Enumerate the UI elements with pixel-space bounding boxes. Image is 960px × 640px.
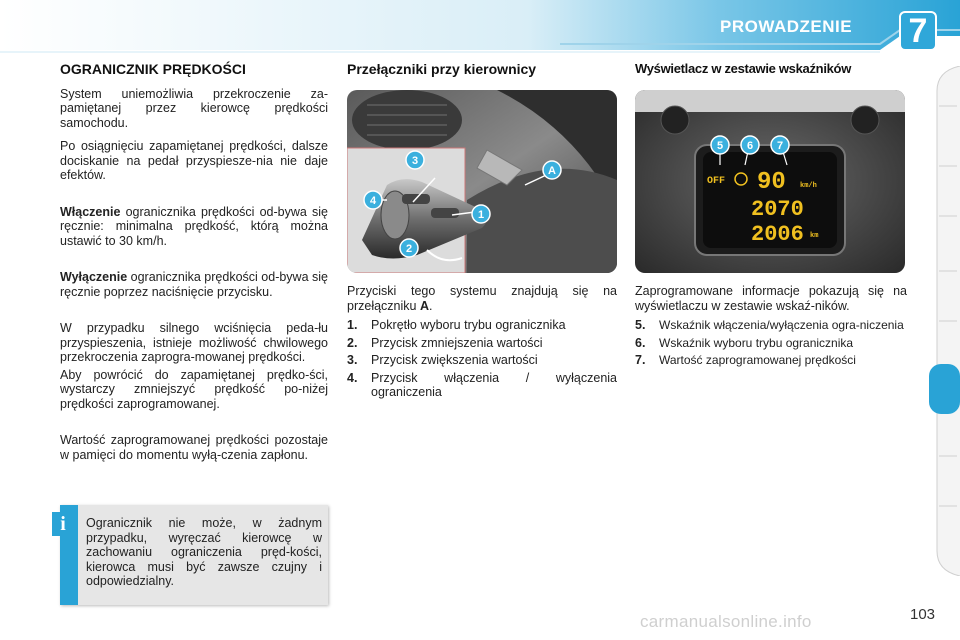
side-tabs-graphic	[927, 66, 960, 576]
display-intro: Zaprogramowane informacje pokazują się na wyświetlaczu w zestawie wskaź-ników.	[635, 284, 907, 313]
list-item-text: Wartość zaprogramowanej prędkości	[659, 353, 856, 367]
display-list	[635, 318, 907, 368]
list-item	[347, 371, 617, 400]
callout-a: A	[548, 165, 556, 177]
switches-intro-ref: A	[419, 298, 429, 313]
paragraph-1: System uniemożliwia przekroczenie za-pamiętanej przez kierowcę prędkości samochodu.	[60, 86, 328, 130]
side-tab-active	[929, 364, 960, 414]
chapter-number: 7	[908, 12, 928, 50]
list-item	[347, 336, 617, 351]
list-item	[635, 336, 907, 351]
page-header	[0, 0, 960, 60]
list-item-number: 4.	[347, 370, 358, 385]
list-item-number: 1.	[347, 318, 358, 332]
switches-intro-text: Przyciski tego systemu znajdują się na przełączniku	[347, 284, 617, 313]
list-item	[347, 318, 617, 333]
info-text: Ogranicznik nie może, w żadnym przypadku, wyręczać kierowcę w zachowaniu ograniczenia pręd-kości, kierowca musi być zawsze czujny i odpowiedzialny.	[86, 516, 322, 588]
page-number: 103	[910, 606, 936, 623]
deactivation-text: ogranicznika prędkości od-bywa się ręcznie poprzez naciśnięcie przycisku.	[60, 270, 328, 299]
list-item-number: 3.	[347, 353, 358, 367]
paragraph-5: W przypadku silnego wciśnięcia peda-łu przyspieszenia, istnieje możliwość chwilowego przekroczenia zaprogra-mowanej prędkości.	[60, 321, 328, 364]
list-item	[635, 353, 907, 368]
paragraph-deactivation	[60, 270, 328, 299]
callout-5: 5	[716, 140, 724, 152]
activation-label: Włączenie	[60, 204, 121, 219]
activation-text: ogranicznika prędkości od-bywa się ręcznie: minimalna prędkość, którą można ustawić to 30 km/h.	[60, 204, 328, 248]
list-item	[347, 353, 617, 368]
callout-2: 2	[405, 243, 413, 255]
watermark: carmanualsonline.info	[640, 612, 812, 631]
display-off: OFF	[707, 176, 726, 187]
column-display	[635, 62, 907, 77]
page-title: PROWADZENIE	[720, 17, 853, 36]
chapter-badge	[898, 10, 938, 52]
section-heading-speed-limiter: OGRANICZNIK PRĘDKOŚCI	[60, 61, 246, 77]
info-icon: i	[52, 512, 74, 536]
display-odometer-2: 2006	[751, 222, 804, 247]
steering-switch-illustration	[347, 90, 617, 273]
list-item	[635, 318, 907, 333]
list-item-text: Przycisk zwiększenia wartości	[371, 353, 538, 367]
column-speed-limiter	[60, 62, 328, 471]
callout-4: 4	[369, 195, 377, 207]
display-speed-unit: km/h	[800, 182, 817, 190]
list-item-text: Przycisk włączenia / wyłączenia ograniczenia	[371, 370, 617, 399]
switches-intro	[347, 284, 617, 313]
list-item-text: Przycisk zmniejszenia wartości	[371, 335, 543, 350]
display-speed: 90	[757, 169, 786, 196]
section-heading-switches: Przełączniki przy kierownicy	[347, 61, 537, 77]
chapter-side-tabs	[927, 66, 960, 576]
instrument-cluster-photo	[635, 90, 905, 273]
list-item-text: Wskaźnik włączenia/wyłączenia ogra-niczenia	[659, 318, 904, 332]
callout-7: 7	[776, 140, 784, 152]
display-odometer-1: 2070	[751, 197, 804, 222]
display-odo-unit: km	[810, 232, 819, 240]
list-item-number: 5.	[635, 318, 646, 332]
steering-switch-photo	[347, 90, 617, 273]
switches-list	[347, 318, 617, 400]
section-heading-display: Wyświetlacz w zestawie wskaźników	[635, 61, 852, 76]
switches-intro-end: .	[428, 298, 433, 313]
paragraph-7: Wartość zaprogramowanej prędkości pozostaje w pamięci do momentu wyłą-czenia zapłonu.	[60, 433, 328, 462]
deactivation-label: Wyłączenie	[60, 270, 128, 284]
list-item-number: 6.	[635, 335, 646, 350]
list-item-text: Wskaźnik wyboru trybu ogranicznika	[659, 335, 854, 350]
column-steering-switches	[347, 62, 617, 77]
paragraph-2: Po osiągnięciu zapamiętanej prędkości, dalsze dociskanie na pedał przyspiesze-nia nie daje efektów.	[60, 139, 328, 182]
list-item-number: 7.	[635, 353, 646, 367]
list-item-text: Pokrętło wyboru trybu ogranicznika	[371, 318, 566, 332]
callout-1: 1	[477, 209, 485, 221]
instrument-cluster-illustration	[635, 90, 905, 273]
list-item-number: 2.	[347, 335, 358, 350]
callout-6: 6	[746, 140, 754, 152]
paragraph-6: Aby powrócić do zapamiętanej prędko-ści, wystarczy zmniejszyć prędkość po-niżej prędkości zaprogramowanej.	[60, 367, 328, 411]
callout-3: 3	[411, 155, 419, 167]
display-description	[635, 284, 907, 371]
paragraph-activation	[60, 205, 328, 249]
switches-description	[347, 284, 617, 403]
